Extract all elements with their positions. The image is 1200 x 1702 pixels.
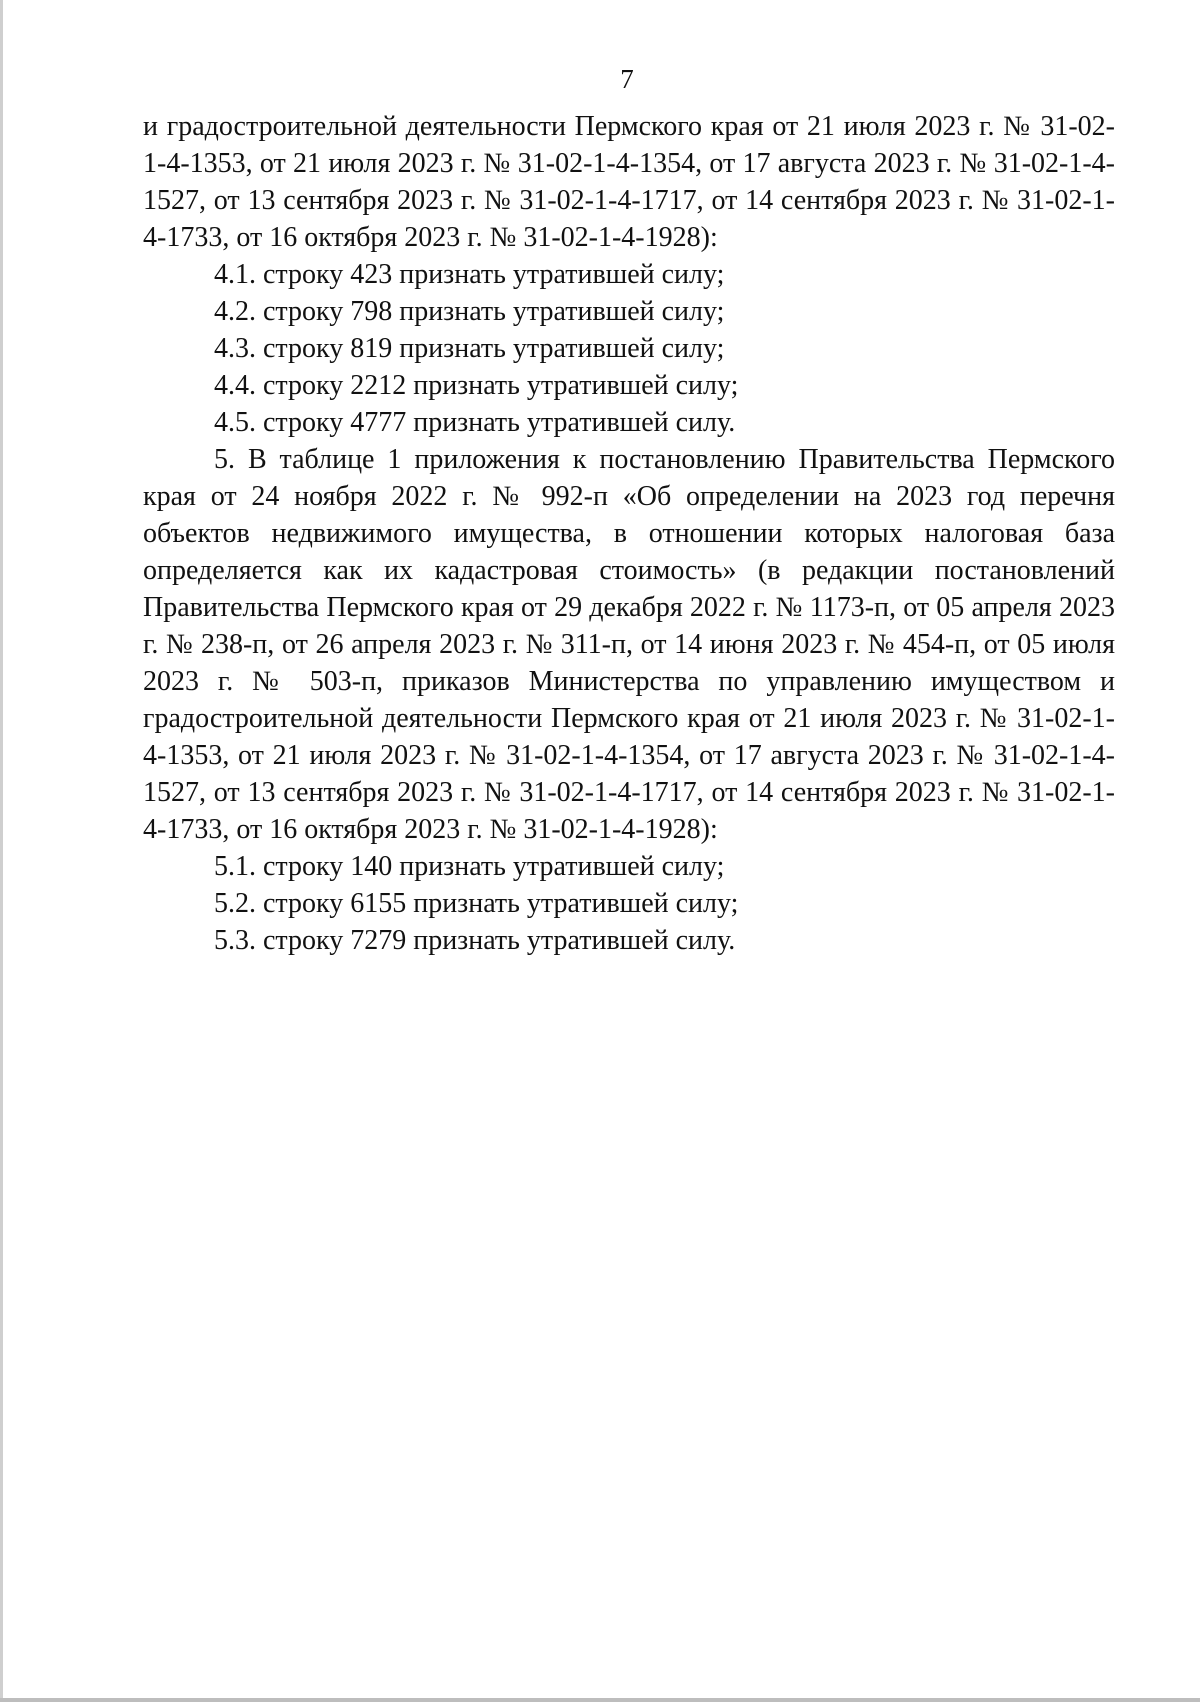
list-item: 4.1. строку 423 признать утратившей силу; bbox=[214, 259, 725, 290]
list-item: 4.3. строку 819 признать утратившей силу; bbox=[214, 333, 725, 364]
document-body bbox=[143, 108, 1115, 959]
list-item: 5.2. строку 6155 признать утратившей силу; bbox=[214, 888, 739, 919]
section-5-intro: 5. В таблице 1 приложения к постановлению Правительства Пермского края от 24 ноября 2022 г. № 992-п «Об определении на 2023 год перечня объектов недвижимого имущества, в отношении которых налоговая база определяется как их кадастровая стоимость» (в редакции постановлений Правительства Пермского края от 29 декабря 2022 г. № 1173-п, от 05 апреля 2023 г. № 238-п, от 26 апреля 2023 г. № 311-п, от 14 июня 2023 г. № 454-п, от 05 июля 2023 г. № 503-п, приказов Министерства по управлению имуществом и градостроительной деятельности Пермского края от 21 июля 2023 г. № 31-02-1-4-1353, от 21 июля 2023 г. № 31-02-1-4-1354, от 17 августа 2023 г. № 31-02-1-4-1527, от 13 сентября 2023 г. № 31-02-1-4-1717, от 14 сентября 2023 г. № 31-02-1-4-1733, от 16 октября 2023 г. № 31-02-1-4-1928): bbox=[143, 444, 1115, 845]
list-item: 4.4. строку 2212 признать утратившей силу; bbox=[214, 370, 739, 401]
page-number: 7 bbox=[620, 64, 634, 94]
list-item: 5.1. строку 140 признать утратившей силу; bbox=[214, 851, 725, 882]
list-item: 4.5. строку 4777 признать утратившей силу. bbox=[214, 407, 736, 438]
scan-edge-bottom bbox=[0, 1698, 1200, 1702]
list-item: 4.2. строку 798 признать утратившей силу; bbox=[214, 296, 725, 327]
scan-edge-left bbox=[0, 0, 3, 1702]
list-item: 5.3. строку 7279 признать утратившей силу. bbox=[214, 925, 736, 956]
section-4-continuation: и градостроительной деятельности Пермского края от 21 июля 2023 г. № 31-02-1-4-1353, от 21 июля 2023 г. № 31-02-1-4-1354, от 17 августа 2023 г. № 31-02-1-4-1527, от 13 сентября 2023 г. № 31-02-1-4-1717, от 14 сентября 2023 г. № 31-02-1-4-1733, от 16 октября 2023 г. № 31-02-1-4-1928): bbox=[143, 111, 1115, 253]
